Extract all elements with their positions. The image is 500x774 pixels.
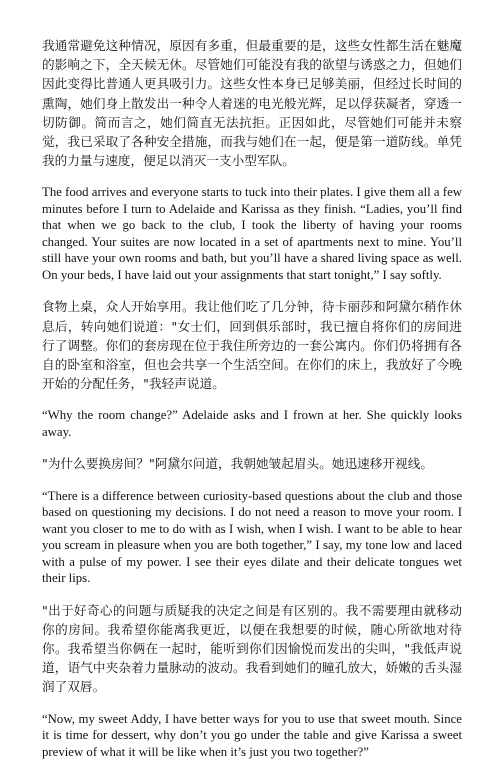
- paragraph-zh-2: 食物上桌，众人开始享用。我让他们吃了几分钟，待卡丽莎和阿黛尔稍作休息后，转向她们说道："女士们，回到俱乐部时，我已擅自将你们的房间进行了调整。你们的套房现在位于我住所旁边的一套公寓内。你们仍将拥有各自的卧室和浴室，但也会共享一个生活空间。在你们的床上，我放好了今晚开始的分配任务，"我轻声说道。: [42, 299, 462, 392]
- paragraph-en-3: “There is a difference between curiosity-based questions about the club and those based on questioning my decisions. I do not need a reason to move your room. I want you closer to me to do with as I wish, when I wish. I want to be able to hear you scream in pleasure when you are both together,” I say, my tone low and laced with a pulse of my power. I see their eyes dilate and their delicate tongues wet their lips.: [42, 488, 462, 586]
- paragraph-en-2: “Why the room change?” Adelaide asks and I frown at her. She quickly looks away.: [42, 408, 462, 439]
- paragraph-zh-4: "出于好奇心的问题与质疑我的决定之间是有区别的。我不需要理由就移动你的房间。我希望你能离我更近，以便在我想要的时候，随心所欲地对待你。我希望当你俩在一起时，能听到你们因愉悦而发出的尖叫，"我低声说道，语气中夹杂着力量脉动的波动。我看到她们的瞳孔放大，娇嫩的舌头湿润了双唇。: [42, 602, 462, 695]
- paragraph-zh-3: "为什么要换房间？"阿黛尔问道，我朝她皱起眉头。她迅速移开视线。: [42, 456, 433, 472]
- paragraph-en-1: The food arrives and everyone starts to tuck into their plates. I give them all a few minutes before I turn to Adelaide and Karissa as they finish. “Ladies, you’ll find that when we go back to the club, I took the liberty of having your rooms changed. Your suites are now located in a set of apartments next to mine. You’ll still have your own rooms and bath, but you’ll have a shared living space as well. On your beds, I have laid out your assignments that start tonight,” I say softly.: [42, 185, 462, 282]
- paragraph-zh-1: 我通常避免这种情况，原因有多重，但最重要的是，这些女性都生活在魅魔的影响之下，全天候无休。尽管她们可能没有我的欲望与诱惑之力，但她们因此变得比普通人更具吸引力。这些女性本身已足够美丽，但经过长时间的熏陶，她们身上散发出一种令人着迷的电光般光辉，足以俘获凝者，穿透一切防御。简而言之，她们简直无法抗拒。正因如此，尽管她们可能并未察觉，我已采取了各种安全措施，而我与她们在一起，便是第一道防线。单凭我的力量与速度，便足以消灭一支小型军队。: [42, 38, 462, 169]
- paragraph-en-4: “Now, my sweet Addy, I have better ways for you to use that sweet mouth. Since it is time for dessert, why don’t you go under the table and give Karissa a sweet preview of what it will be like when it’s just you two together?”: [42, 711, 462, 759]
- document-page: [42, 36, 462, 774]
